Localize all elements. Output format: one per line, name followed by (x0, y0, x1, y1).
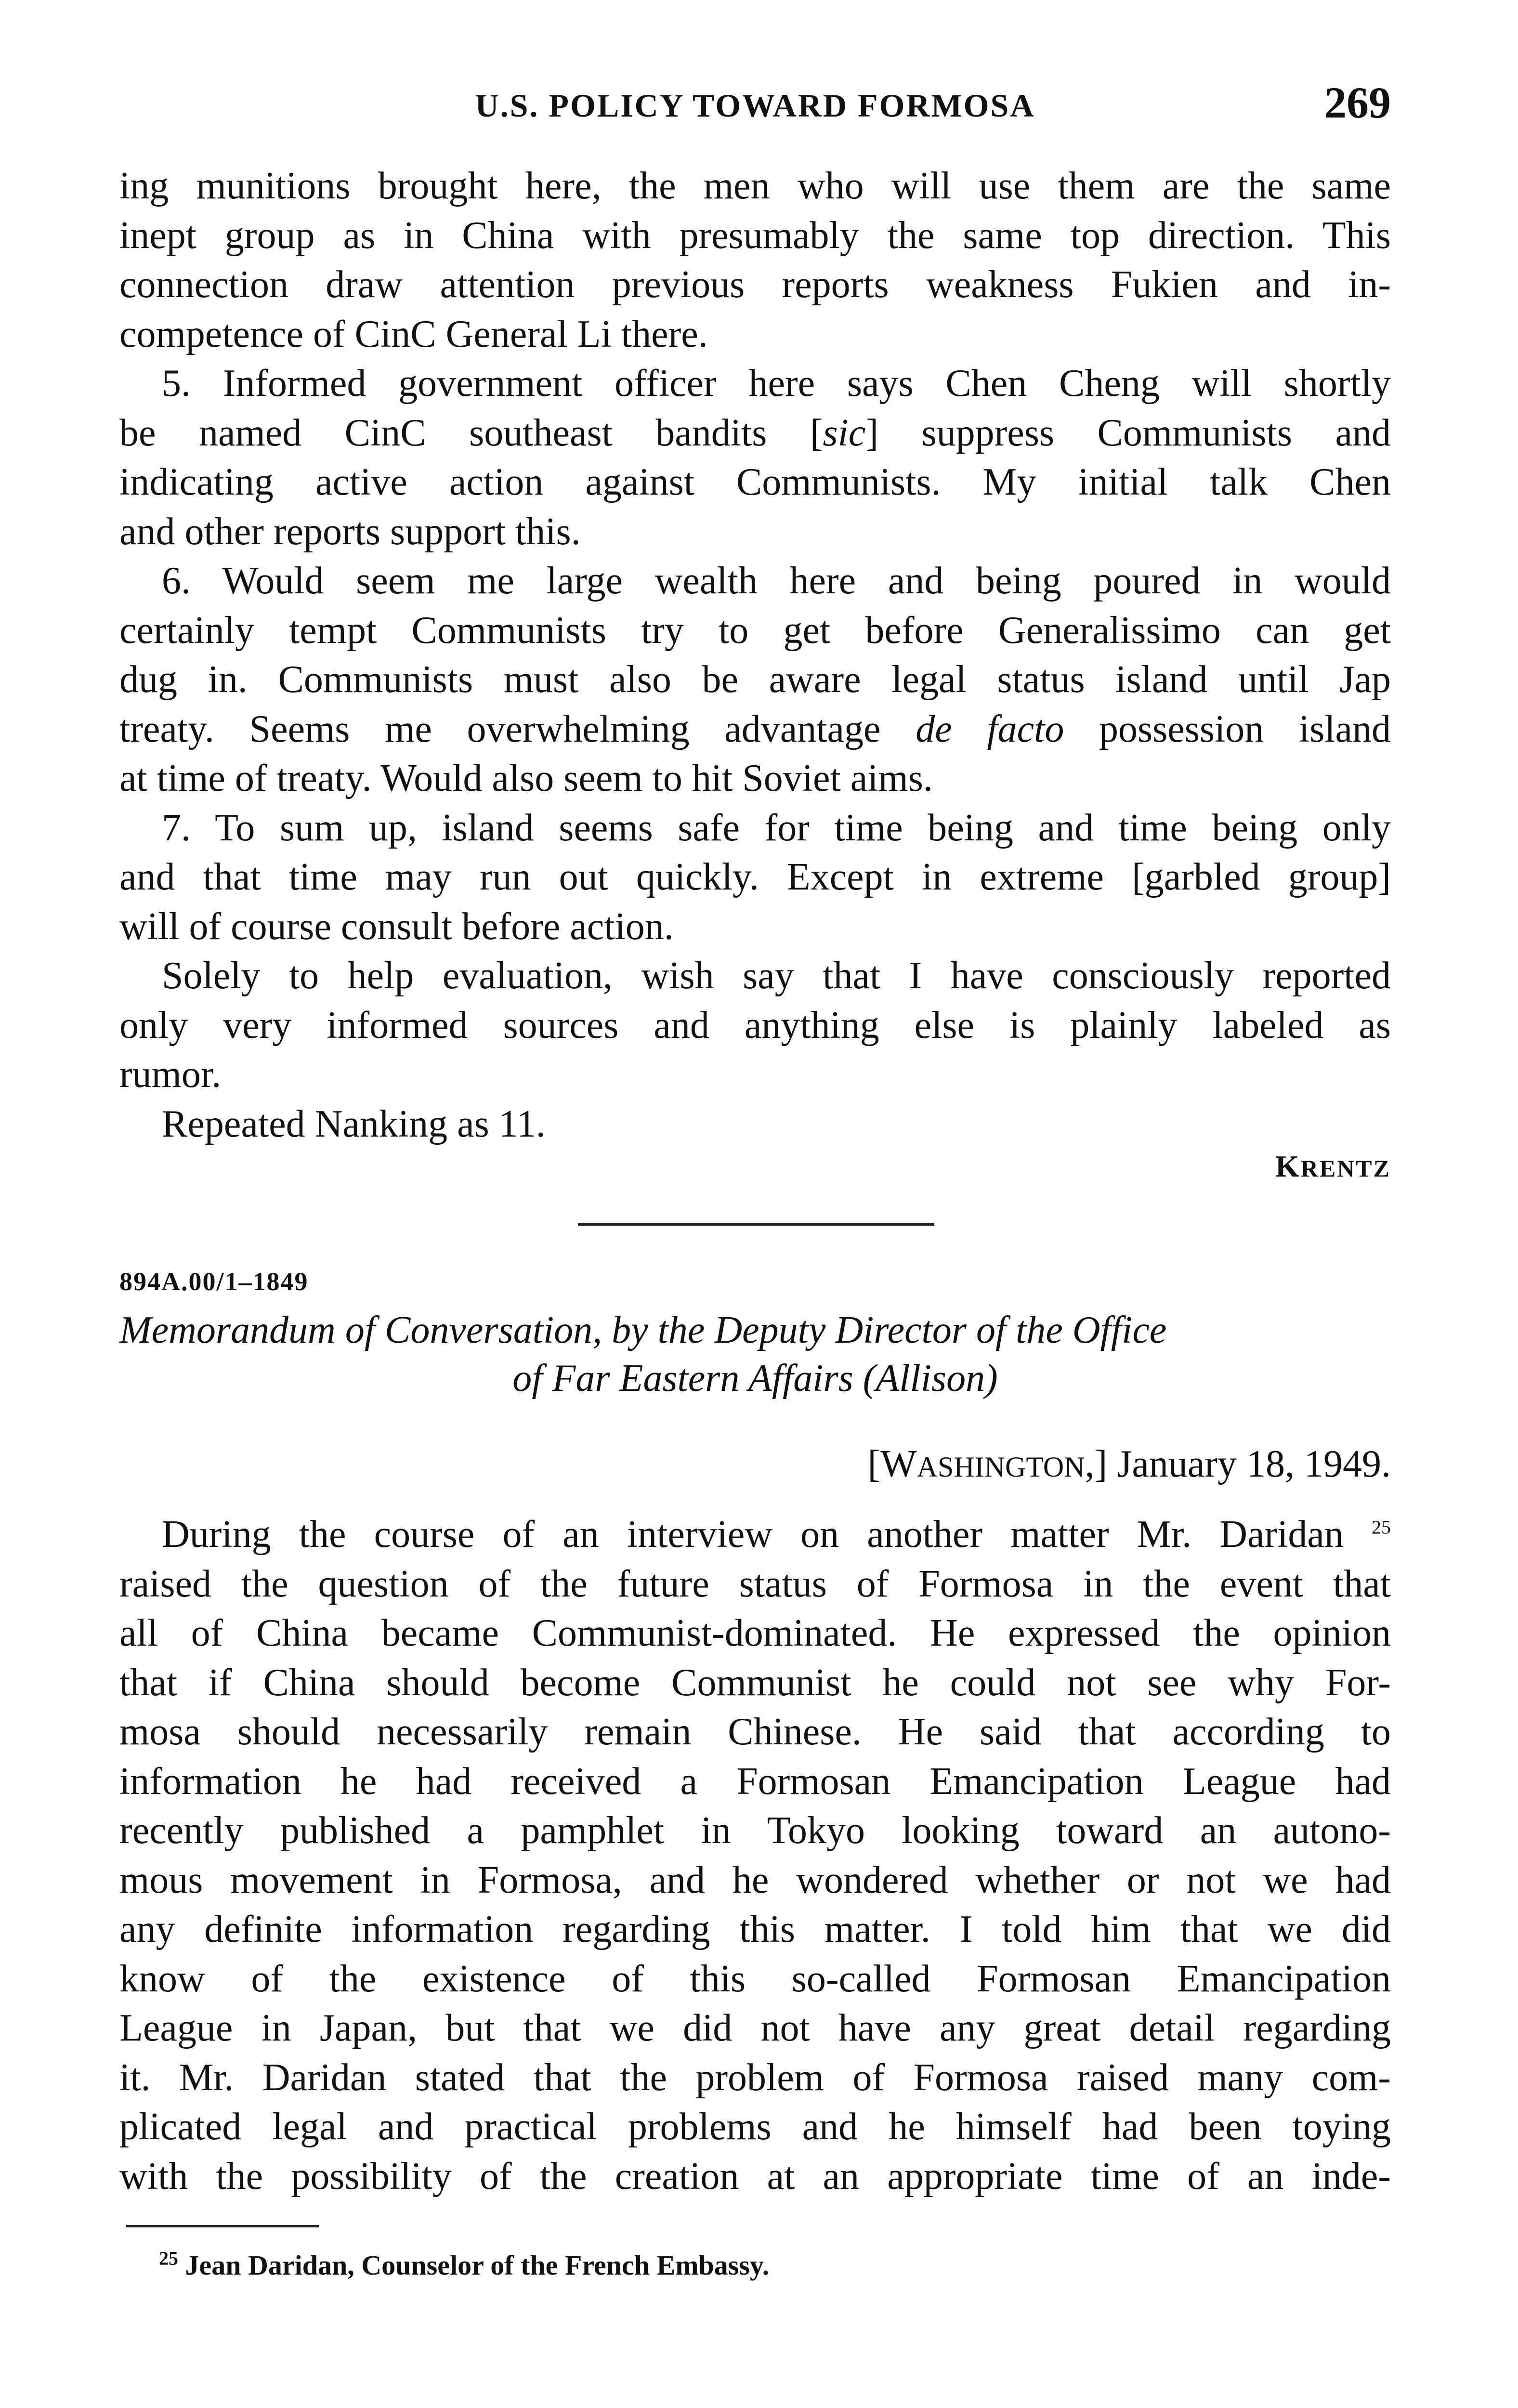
text-line: that if China should become Communist he could not see why For- (119, 1661, 1391, 1704)
text-line: at time of treaty. Would also seem to hit Soviet aims. (119, 757, 933, 799)
text-fragment: treaty. Seems me overwhelming advantage (119, 707, 916, 750)
sic-annotation: sic (823, 411, 866, 454)
text-line: 6. Would seem me large wealth here and being poured in would (162, 560, 1391, 602)
text-fragment: ] suppress Communists and (865, 411, 1391, 454)
signature (1275, 1149, 1391, 1184)
text-line: and that time may run out quickly. Except in extreme [garbled group] (119, 856, 1391, 898)
text-line: Repeated Nanking as 11. (162, 1102, 546, 1145)
text-line: raised the question of the future status of Formosa in the event that (119, 1562, 1391, 1605)
text-line: and other reports support this. (119, 510, 581, 553)
text-line: indicating active action against Communists. My initial talk Chen (119, 461, 1391, 503)
signature-initial: K (1275, 1149, 1301, 1183)
footnote (159, 2249, 769, 2281)
text-line: League in Japan, but that we did not have any great detail regarding (119, 2007, 1391, 2049)
dateline-city-rest: ASHINGTON (916, 1451, 1085, 1483)
text-fragment: During the course of an interview on another matter Mr. Daridan (162, 1513, 1344, 1556)
footnote-rule (126, 2225, 319, 2227)
running-header (119, 77, 1391, 130)
text-line: ing munitions brought here, the men who will use them are the same (119, 165, 1391, 207)
text-line: mous movement in Formosa, and he wondered whether or not we had (119, 1858, 1391, 1901)
footnote-number: 25 (159, 2247, 178, 2269)
text-line: 5. Informed government officer here says Chen Cheng will shortly (162, 362, 1391, 405)
text-line: recently published a pamphlet in Tokyo looking toward an autono- (119, 1809, 1391, 1852)
footnote-text: Jean Daridan, Counselor of the French Embassy. (185, 2250, 770, 2281)
text-line: plicated legal and practical problems and he himself had been toying (119, 2106, 1391, 2148)
text-line: know of the existence of this so-called Formosan Emancipation (119, 1957, 1391, 2000)
de-facto-phrase: de facto (916, 707, 1064, 750)
text-line: connection draw attention previous reports weakness Fukien and in- (119, 263, 1391, 306)
text-line: it. Mr. Daridan stated that the problem of Formosa raised many com- (119, 2056, 1391, 2099)
text-line: certainly tempt Communists try to get before Generalissimo can get (119, 609, 1391, 652)
dateline (868, 1442, 1391, 1486)
page-number: 269 (1324, 78, 1391, 127)
running-title: U.S. POLICY TOWARD FORMOSA (475, 87, 1035, 124)
text-line: Solely to help evaluation, wish say that I have consciously reported (162, 955, 1391, 997)
dateline-city-initial: W (880, 1443, 917, 1485)
text-line (119, 705, 1391, 754)
dateline-bracket: [ (867, 1443, 881, 1485)
text-line: 7. To sum up, island seems safe for time being and time being only (162, 806, 1391, 849)
text-line: with the possibility of the creation at an appropriate time of an inde- (119, 2155, 1391, 2198)
text-line (119, 408, 1391, 458)
text-line: inept group as in China with presumably the same top direction. This (119, 214, 1391, 257)
text-line: only very informed sources and anything else is plainly labeled as (119, 1004, 1391, 1047)
text-line: dug in. Communists must also be aware legal status island until Jap (119, 658, 1391, 701)
memorandum-body (119, 1510, 1391, 2201)
text-line: mosa should necessarily remain Chinese. He said that according to (119, 1711, 1391, 1753)
memo-title-line: Memorandum of Conversation, by the Deputy Director of the Office (119, 1309, 1167, 1351)
text-fragment: be named CinC southeast bandits [ (119, 411, 823, 454)
text-line: information he had received a Formosan Emancipation League had (119, 1760, 1391, 1803)
text-line: any definite information regarding this matter. I told him that we did (119, 1908, 1391, 1950)
telegram-continuation (119, 161, 1391, 1149)
text-line: rumor. (119, 1053, 222, 1096)
text-line: will of course consult before action. (119, 905, 674, 948)
text-line: competence of CinC General Li there. (119, 313, 708, 355)
text-fragment: possession island (1064, 707, 1391, 750)
file-number: 894A.00/1–1849 (119, 1267, 309, 1296)
text-line (119, 1510, 1391, 1559)
text-line: all of China became Communist-dominated. He expressed the opinion (119, 1612, 1391, 1654)
memo-title-line: of Far Eastern Affairs (Allison) (512, 1357, 998, 1400)
dateline-date: ,] January 18, 1949. (1085, 1443, 1391, 1485)
signature-rest: RENTZ (1300, 1155, 1391, 1182)
memo-title (119, 1306, 1391, 1402)
section-divider (578, 1223, 934, 1226)
footnote-reference: 25 (1372, 1516, 1391, 1538)
